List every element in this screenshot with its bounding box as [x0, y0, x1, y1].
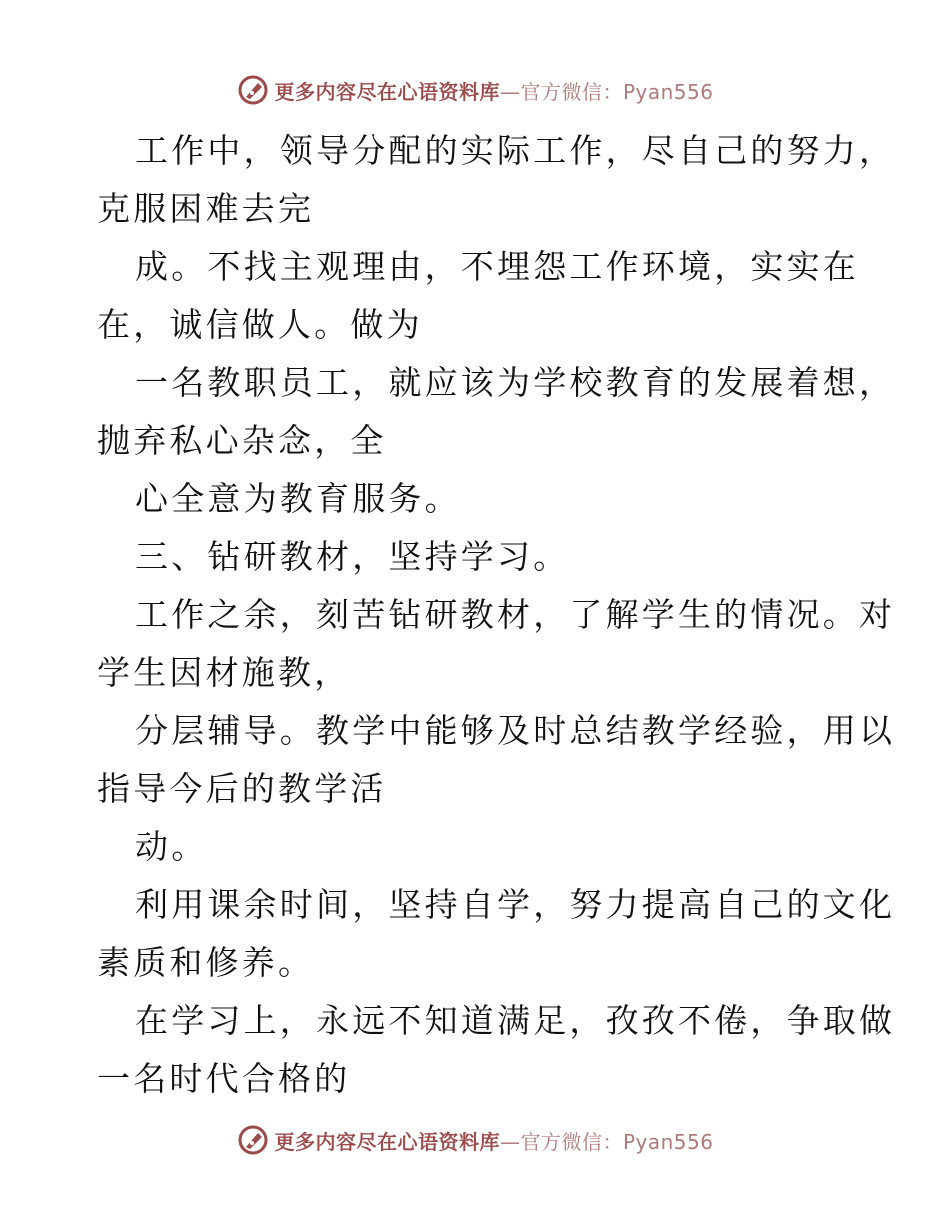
banner-wechat: —官方微信：Pyan556 [499, 1129, 714, 1154]
header-watermark-banner [0, 70, 950, 110]
text-line: 分层辅导。教学中能够及时总结教学经验，用以 [135, 711, 896, 750]
text-line: 抛弃私心杂念，全 [97, 421, 387, 460]
text-line: 工作之余，刻苦钻研教材，了解学生的情况。对 [135, 595, 896, 634]
section-heading: 三、钻研教材，坚持学习。 [135, 537, 570, 576]
text-line: 成。不找主观理由，不埋怨工作环境，实实在 [135, 247, 859, 286]
text-line: 在，诚信做人。做为 [97, 305, 423, 344]
text-line: 克服困难去完 [97, 189, 315, 228]
pen-nib-logo-icon [236, 73, 270, 107]
text-line: 心全意为教育服务。 [135, 479, 461, 518]
text-line: 一名教职员工，就应该为学校教育的发展着想， [135, 363, 896, 402]
text-line: 一名时代合格的 [97, 1059, 351, 1098]
pen-nib-logo-icon [236, 1123, 270, 1157]
banner-brand: 更多内容尽在心语资料库 [274, 1129, 500, 1154]
text-line: 素质和修养。 [97, 943, 315, 982]
text-line: 指导今后的教学活 [97, 769, 387, 808]
text-line: 工作中，领导分配的实际工作，尽自己的努力， [135, 131, 896, 170]
text-line: 学生因材施教， [97, 653, 351, 692]
document-body [97, 122, 896, 1108]
banner-wechat: —官方微信：Pyan556 [499, 79, 714, 104]
footer-watermark-banner [0, 1120, 950, 1160]
banner-brand: 更多内容尽在心语资料库 [274, 79, 500, 104]
text-line: 在学习上，永远不知道满足，孜孜不倦，争取做 [135, 1001, 896, 1040]
text-line: 动。 [135, 827, 208, 866]
text-line: 利用课余时间，坚持自学，努力提高自己的文化 [135, 885, 896, 924]
